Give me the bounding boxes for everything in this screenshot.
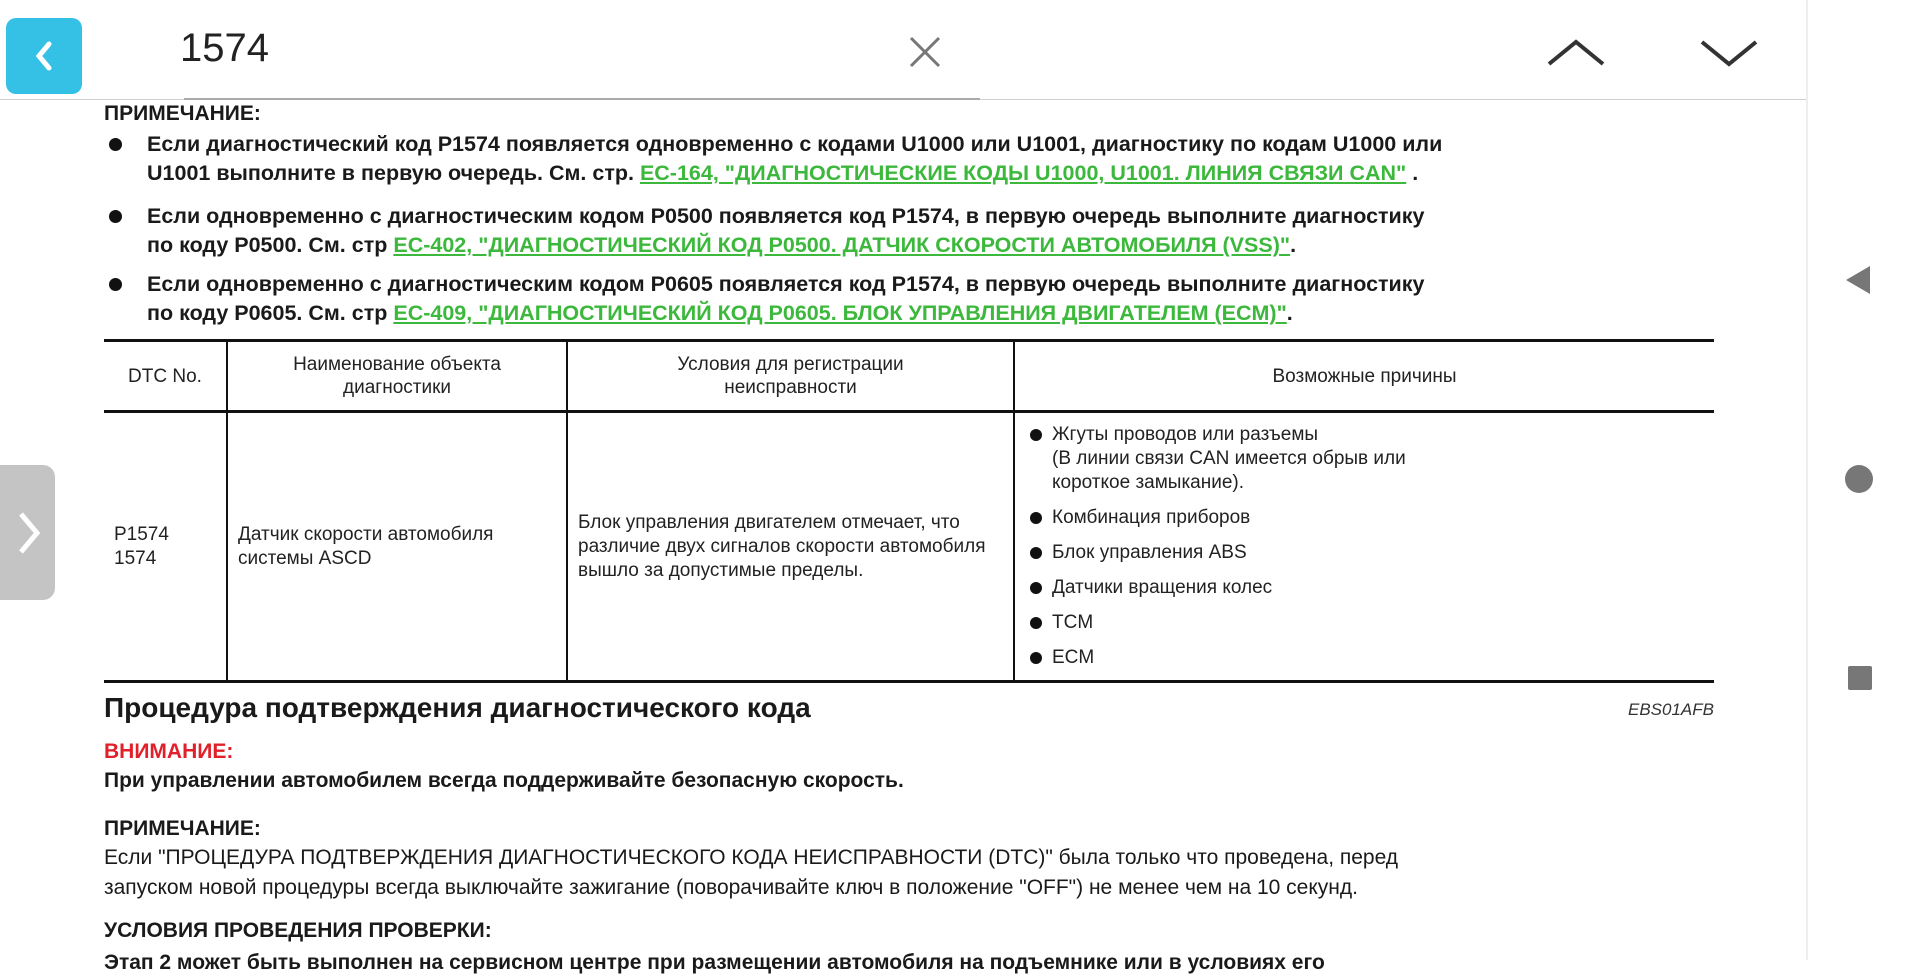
note-text: по коду P0500. См. стр — [147, 233, 394, 257]
cause-item: Комбинация приборов — [1027, 506, 1704, 530]
note-text: по коду P0605. См. стр — [147, 301, 394, 325]
cell-dtc: P1574 1574 — [114, 523, 169, 569]
note-line: запуском новой процедуры всегда выключайте зажигание (поворачивайте ключ в положение "OFF") не менее чем на 10 секунд. — [104, 876, 1358, 899]
note-text: Если одновременно с диагностическим кодом P0605 появляется код P1574, в первую очередь выполните диагностику — [147, 272, 1425, 296]
note-text: Если диагностический код P1574 появляется одновременно с кодами U1000 или U1001, диагностику по кодам U1000 или — [147, 132, 1443, 156]
header-causes: Возможные причины — [1014, 341, 1714, 412]
cause-item: Датчики вращения колес — [1027, 576, 1704, 600]
nav-recents-icon[interactable] — [1847, 665, 1873, 691]
back-button[interactable] — [6, 18, 82, 94]
nav-home-icon[interactable] — [1844, 464, 1874, 494]
search-input[interactable] — [180, 26, 960, 71]
link-ec-409[interactable]: EC-409, "ДИАГНОСТИЧЕСКИЙ КОД P0605. БЛОК УПРАВЛЕНИЯ ДВИГАТЕЛЕМ (ECM)" — [393, 301, 1287, 325]
next-match-icon[interactable] — [1698, 36, 1760, 70]
clipped-heading: ПРИМЕЧАНИЕ: — [104, 102, 261, 125]
note-text: Если одновременно с диагностическим кодом P0500 появляется код P1574, в первую очередь выполните диагностику — [147, 204, 1425, 228]
cell-condition: Блок управления двигателем отмечает, что различие двух сигналов скорости автомобиля вышло за допустимые пределы. — [567, 412, 1014, 682]
link-ec-402[interactable]: EC-402, "ДИАГНОСТИЧЕСКИЙ КОД P0500. ДАТЧИК СКОРОСТИ АВТОМОБИЛЯ (VSS)" — [393, 233, 1291, 257]
note-item — [147, 202, 1425, 260]
note-text: . — [1290, 233, 1297, 257]
note-label: ПРИМЕЧАНИЕ: — [104, 817, 261, 840]
bullet-icon — [109, 278, 122, 291]
chevron-left-icon — [29, 36, 59, 76]
side-panel-toggle[interactable] — [0, 465, 55, 600]
note-text: U1001 выполните в первую очередь. См. стр. — [147, 161, 640, 185]
conditions-label: УСЛОВИЯ ПРОВЕДЕНИЯ ПРОВЕРКИ: — [104, 919, 492, 942]
cause-item: Жгуты проводов или разъемы (В линии связи CAN имеется обрыв или короткое замыкание). — [1027, 423, 1704, 495]
chevron-right-icon — [13, 508, 43, 558]
caution-text: При управлении автомобилем всегда поддерживайте безопасную скорость. — [104, 769, 904, 792]
navigation-bar — [1806, 0, 1920, 960]
header-conditions: Условия для регистрации неисправности — [567, 341, 1014, 412]
table-row — [104, 412, 1714, 682]
note-text: . — [1406, 161, 1419, 185]
section-title: Процедура подтверждения диагностического кода — [104, 692, 811, 723]
bullet-icon — [109, 138, 122, 151]
clear-search-icon[interactable] — [905, 32, 945, 72]
cause-item: TCM — [1027, 611, 1704, 635]
section-code: EBS01AFB — [1628, 700, 1714, 719]
caution-label: ВНИМАНИЕ: — [104, 740, 234, 763]
search-underline — [184, 98, 980, 100]
cause-item: Блок управления ABS — [1027, 541, 1704, 565]
cell-causes — [1014, 412, 1714, 682]
header-object: Наименование объекта диагностики — [227, 341, 567, 412]
previous-match-icon[interactable] — [1545, 36, 1607, 70]
note-item — [147, 270, 1425, 328]
note-text: . — [1286, 301, 1293, 325]
note-line: Если "ПРОЦЕДУРА ПОДТВЕРЖДЕНИЯ ДИАГНОСТИЧЕСКОГО КОДА НЕИСПРАВНОСТИ (DTC)" была только что проведена, перед — [104, 846, 1399, 869]
link-ec-164[interactable]: EC-164, "ДИАГНОСТИЧЕСКИЕ КОДЫ U1000, U1001. ЛИНИЯ СВЯЗИ CAN" — [639, 161, 1407, 185]
header-dtc: DTC No. — [128, 365, 202, 387]
cell-name: Датчик скорости автомобиля системы ASCD — [227, 412, 567, 682]
cause-item: ECM — [1027, 646, 1704, 670]
dtc-table — [104, 339, 1714, 683]
nav-back-icon[interactable] — [1844, 264, 1874, 296]
cut-off-line: Этап 2 может быть выполнен на сервисном центре при размещении автомобиля на подъемнике или в условиях его — [104, 951, 1325, 974]
bullet-icon — [109, 210, 122, 223]
note-item — [147, 130, 1442, 188]
search-toolbar — [0, 0, 1806, 100]
